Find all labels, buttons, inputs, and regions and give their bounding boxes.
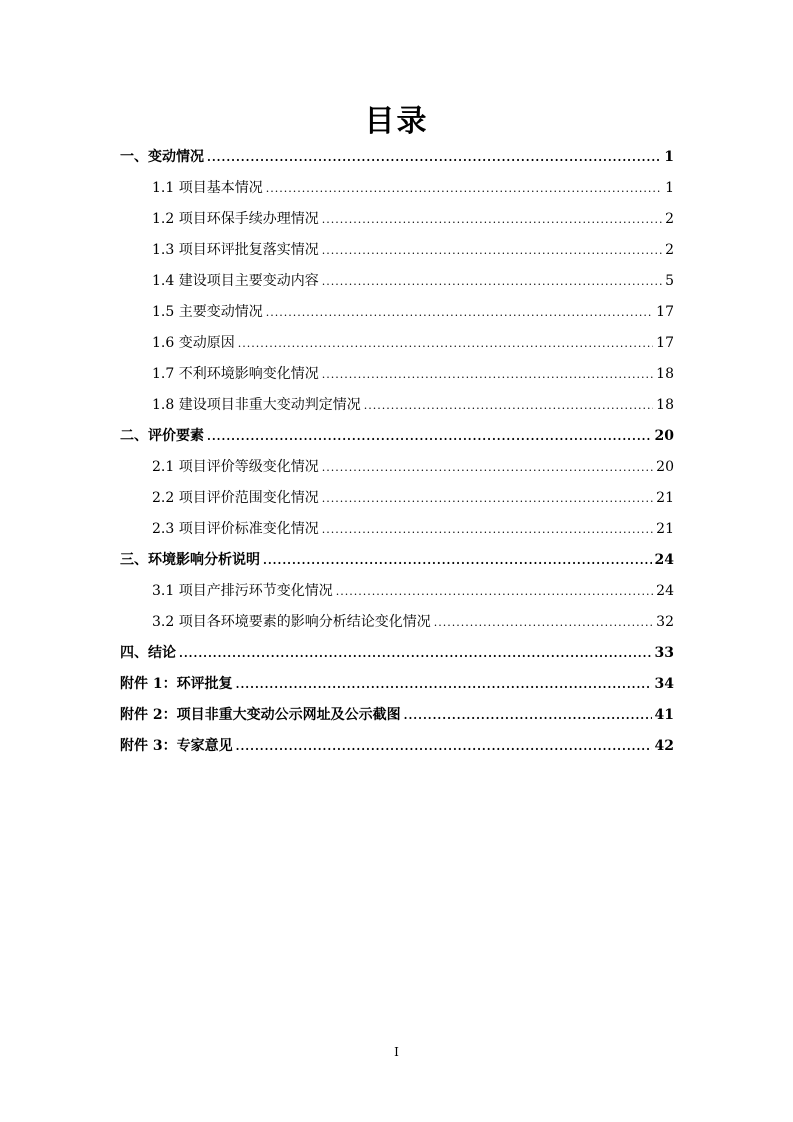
toc-entry-page: 24 (656, 583, 674, 599)
toc-entry-page: 20 (654, 428, 674, 444)
toc-entry-label: 1.8 建设项目非重大变动判定情况 (152, 397, 361, 413)
toc-entry[interactable] (120, 266, 674, 297)
toc-entry[interactable] (120, 297, 674, 328)
toc-entry-page: 21 (656, 521, 674, 537)
toc-leader (266, 297, 653, 328)
toc-entry-label: 3.1 项目产排污环节变化情况 (152, 583, 333, 599)
toc-leader (336, 576, 653, 607)
toc-leader (266, 173, 662, 204)
toc-entry-page: 1 (664, 149, 674, 165)
toc-leader (322, 235, 662, 266)
toc-entry-label: 2.1 项目评价等级变化情况 (152, 459, 319, 475)
toc-entry[interactable] (120, 204, 674, 235)
toc-leader (322, 204, 662, 235)
toc-entry-label: 一、变动情况 (120, 149, 204, 165)
toc-leader (322, 266, 662, 297)
toc-entry-page: 17 (656, 335, 674, 351)
toc-entry-page: 42 (654, 738, 674, 754)
toc-entry-label: 附件 1：环评批复 (120, 676, 233, 692)
toc-entry-label: 1.3 项目环评批复落实情况 (152, 242, 319, 258)
toc-entry[interactable] (120, 483, 674, 514)
toc-leader (322, 452, 653, 483)
toc-entry-label: 二、评价要素 (120, 428, 204, 444)
toc-entry[interactable] (120, 638, 674, 669)
toc-leader (322, 359, 653, 390)
toc-entry-page: 2 (665, 242, 674, 258)
toc-entry-page: 18 (656, 397, 674, 413)
toc-leader (207, 421, 652, 452)
toc-entry-label: 1.5 主要变动情况 (152, 304, 263, 320)
toc-entry[interactable] (120, 545, 674, 576)
toc-entry-label: 2.2 项目评价范围变化情况 (152, 490, 319, 506)
toc-entry-label: 附件 2：项目非重大变动公示网址及公示截图 (120, 707, 401, 723)
toc-entry[interactable] (120, 173, 674, 204)
toc-leader (263, 545, 652, 576)
toc-entry[interactable] (120, 328, 674, 359)
toc-leader (322, 483, 653, 514)
toc-leader (207, 142, 661, 173)
toc-entry-page: 34 (654, 676, 674, 692)
toc-entry-label: 1.1 项目基本情况 (152, 180, 263, 196)
toc-entry-page: 32 (656, 614, 674, 630)
toc-entry[interactable] (120, 142, 674, 173)
toc-entry[interactable] (120, 235, 674, 266)
toc-entry[interactable] (120, 731, 674, 762)
toc-entry[interactable] (120, 514, 674, 545)
toc-entry[interactable] (120, 452, 674, 483)
toc-entry[interactable] (120, 669, 674, 700)
toc-entry[interactable] (120, 390, 674, 421)
toc-entry-page: 2 (665, 211, 674, 227)
toc-entry-page: 21 (656, 490, 674, 506)
toc-entry-page: 5 (665, 273, 674, 289)
toc-entry-label: 三、环境影响分析说明 (120, 552, 260, 568)
toc-entry-page: 18 (656, 366, 674, 382)
toc-entry-label: 1.6 变动原因 (152, 335, 235, 351)
toc-entry-page: 33 (654, 645, 674, 661)
toc-entry-label: 1.7 不利环境影响变化情况 (152, 366, 319, 382)
toc-entry-label: 1.2 项目环保手续办理情况 (152, 211, 319, 227)
toc-entry-label: 1.4 建设项目主要变动内容 (152, 273, 319, 289)
toc-entry-label: 2.3 项目评价标准变化情况 (152, 521, 319, 537)
toc-entry-page: 41 (654, 707, 674, 723)
toc-leader (236, 731, 652, 762)
toc-entry-label: 附件 3：专家意见 (120, 738, 233, 754)
toc-entry-label: 3.2 项目各环境要素的影响分析结论变化情况 (152, 614, 431, 630)
toc-leader (179, 638, 652, 669)
toc-entry[interactable] (120, 421, 674, 452)
toc-leader (404, 700, 652, 731)
toc-entry-label: 四、结论 (120, 645, 176, 661)
toc-entry-page: 17 (656, 304, 674, 320)
toc-leader (238, 328, 653, 359)
toc-leader (434, 607, 653, 638)
table-of-contents (120, 142, 674, 762)
toc-leader (322, 514, 653, 545)
toc-entry[interactable] (120, 359, 674, 390)
toc-entry-page: 1 (665, 180, 674, 196)
toc-entry-page: 24 (654, 552, 674, 568)
toc-entry[interactable] (120, 576, 674, 607)
toc-entry[interactable] (120, 700, 674, 731)
toc-leader (236, 669, 652, 700)
toc-leader (364, 390, 653, 421)
toc-entry-page: 20 (656, 459, 674, 475)
toc-title: 目录 (364, 104, 429, 139)
toc-entry[interactable] (120, 607, 674, 638)
page-number: I (394, 1045, 399, 1059)
